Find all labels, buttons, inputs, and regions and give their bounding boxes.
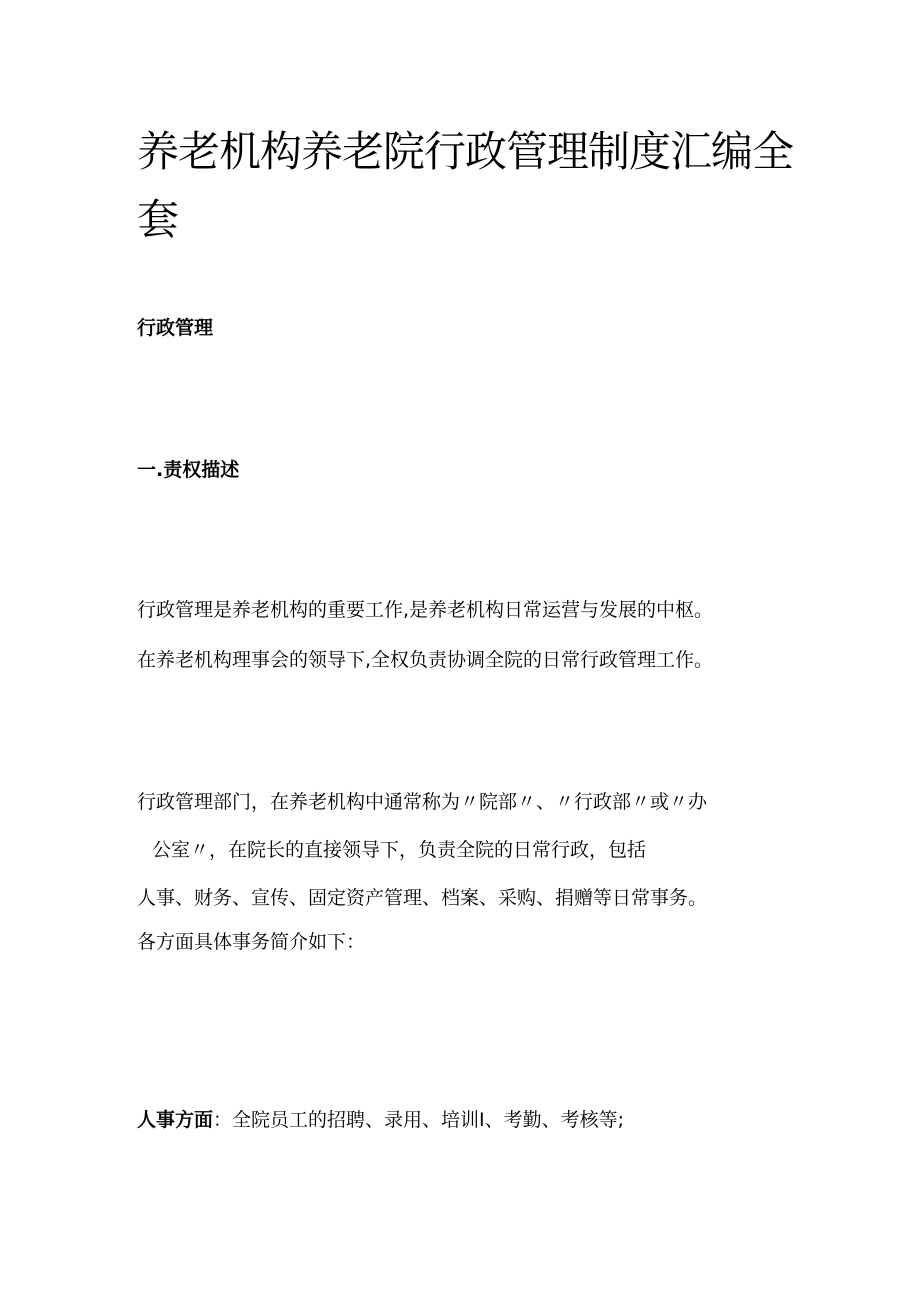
subsection-title: 一.责权描述 — [137, 459, 240, 481]
document-title: 养老机构养老院行政管理制度汇编全套 — [137, 127, 794, 244]
paragraph-line: 各方面具体事务简介如下： — [137, 931, 366, 953]
paragraph-responsibility — [137, 596, 797, 676]
paragraph-line: 在养老机构理事会的领导下,全权负责协调全院的日常行政管理工作。 — [137, 649, 714, 671]
paragraph-line: 行政管理是养老机构的重要工作,是养老机构日常运营与发展的中枢。 — [137, 599, 714, 621]
paragraph-personnel — [137, 1106, 797, 1134]
paragraph-line: 行政管理部门，在养老机构中通常称为〃院部〃、〃行政部〃或〃办 — [137, 791, 708, 813]
paragraph-line: 人事、财务、宣传、固定资产管理、档案、采购、捐赠等日常事务。 — [137, 887, 708, 909]
section-title: 行政管理 — [137, 317, 214, 339]
personnel-label: 人事方面 — [137, 1109, 214, 1131]
personnel-text: ：全院员工的招聘、录用、培训I、考勤、考核等; — [213, 1109, 625, 1131]
paragraph-department — [137, 788, 797, 968]
paragraph-line: 公室〃，在院长的直接领导下，负责全院的日常行政，包括 — [152, 839, 647, 861]
